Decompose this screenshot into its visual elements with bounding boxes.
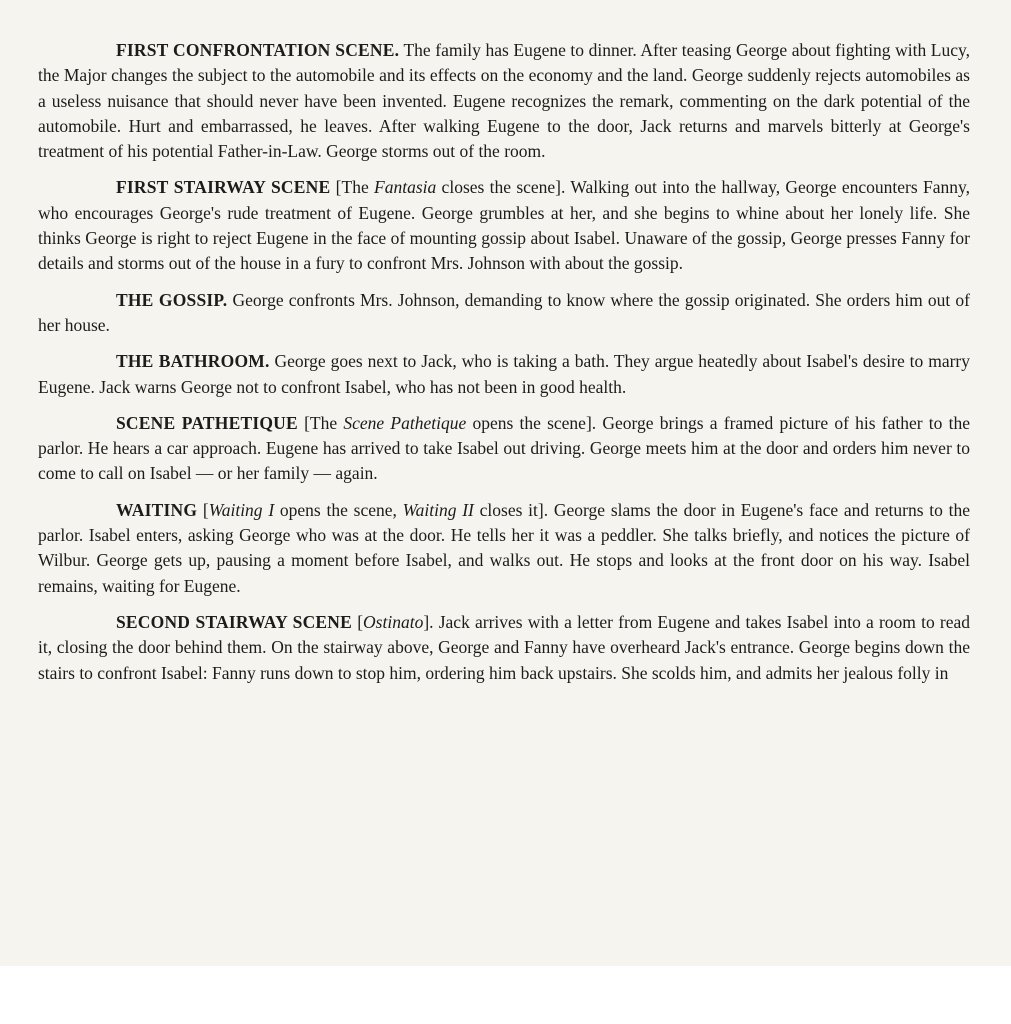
synopsis-text bbox=[38, 38, 970, 697]
scene-note-pre: [ bbox=[202, 499, 209, 520]
page-bottom-margin bbox=[0, 966, 1011, 1024]
scene-body: George goes next to Jack, who is taking a bath. They argue heatedly about Isabel's desire to marry Eugene. Jack warns George not to confront Isabel, who has not been in good health. bbox=[38, 351, 970, 397]
scene-body: George slams the door in Eugene's face and returns to the parlor. Isabel enters, asking George who was at the door. He tells her it was a peddler. She talks briefly, and notices the picture of Wilbur. George gets up, pausing a moment before Isabel, and walks out. He stops and looks at the front door on his way. Isabel remains, waiting for Eugene. bbox=[38, 499, 971, 596]
paragraph-the-gossip bbox=[38, 288, 970, 339]
scene-note-post: opens the scene]. bbox=[466, 412, 597, 433]
scene-heading: FIRST CONFRONTATION SCENE. bbox=[116, 40, 400, 60]
paragraph-second-stairway bbox=[38, 610, 970, 686]
paragraph-the-bathroom bbox=[38, 349, 970, 400]
scene-note-title: Scene Pathetique bbox=[343, 412, 467, 433]
paragraph-scene-pathetique bbox=[38, 411, 970, 487]
paragraph-waiting bbox=[38, 498, 970, 599]
scene-heading: SECOND STAIRWAY SCENE bbox=[116, 611, 353, 632]
scene-heading: FIRST STAIRWAY SCENE bbox=[116, 177, 331, 198]
scene-heading: WAITING bbox=[116, 499, 198, 520]
scene-body: Jack arrives with a letter from Eugene and takes Isabel into a room to read it, closing the door behind them. On the stairway above, George and Fanny have overheard Jack's entrance. George begins down the stairs to confront Isabel: Fanny runs down to stop him, ordering him back upstairs. She scolds him, and admits her jealous folly in bbox=[38, 611, 970, 683]
scene-note-title: Fantasia bbox=[374, 177, 437, 198]
scene-note-pre: [The bbox=[335, 177, 375, 198]
scene-note-pre: [The bbox=[304, 412, 344, 433]
scene-body: George confronts Mrs. Johnson, demanding to know where the gossip originated. She orders him out of her house. bbox=[38, 289, 970, 335]
scene-note-title: Waiting I bbox=[208, 499, 275, 520]
scene-note-title: Ostinato bbox=[363, 611, 424, 632]
scene-note-post: closes it]. bbox=[473, 499, 549, 520]
paragraph-first-stairway bbox=[38, 175, 970, 276]
scene-body: Walking out into the hallway, George encounters Fanny, who encourages George's rude treatment of Eugene. George grumbles at her, and she begins to whine about her lonely life. She thinks George is right to reject Eugene in the face of mounting gossip about Isabel. Unaware of the gossip, George presses Fanny for details and storms out of the house in a fury to confront Mrs. Johnson with about the gossip. bbox=[38, 177, 970, 274]
scene-heading: SCENE PATHETIQUE bbox=[116, 412, 298, 433]
scene-body: George brings a framed picture of his father to the parlor. He hears a car approach. Eugene has arrived to take Isabel out driving. George meets him at the door and orders him never to come to call on Isabel — or her family — again. bbox=[38, 412, 971, 484]
scene-note-post: ]. bbox=[423, 611, 434, 632]
scene-heading: THE GOSSIP. bbox=[116, 289, 228, 310]
scene-note-mid: opens the scene, bbox=[274, 499, 403, 520]
scene-note-title-2: Waiting II bbox=[402, 499, 474, 520]
scene-note-pre: [ bbox=[357, 611, 364, 632]
scene-heading: THE BATHROOM. bbox=[116, 351, 270, 372]
scene-body: The family has Eugene to dinner. After teasing George about fighting with Lucy, the Major changes the subject to the automobile and its effects on the economy and the land. George suddenly rejects automobiles as a useless nuisance that should never have been invented. Eugene recognizes the remark, commenting on the dark potential of the automobile. Hurt and embarrassed, he leaves. After walking Eugene to the door, Jack returns and marvels bitterly at George's treatment of his potential Father-in-Law. George storms out of the room. bbox=[38, 40, 970, 162]
paragraph-first-confrontation bbox=[38, 38, 970, 164]
scene-note-post: closes the scene]. bbox=[436, 177, 566, 198]
